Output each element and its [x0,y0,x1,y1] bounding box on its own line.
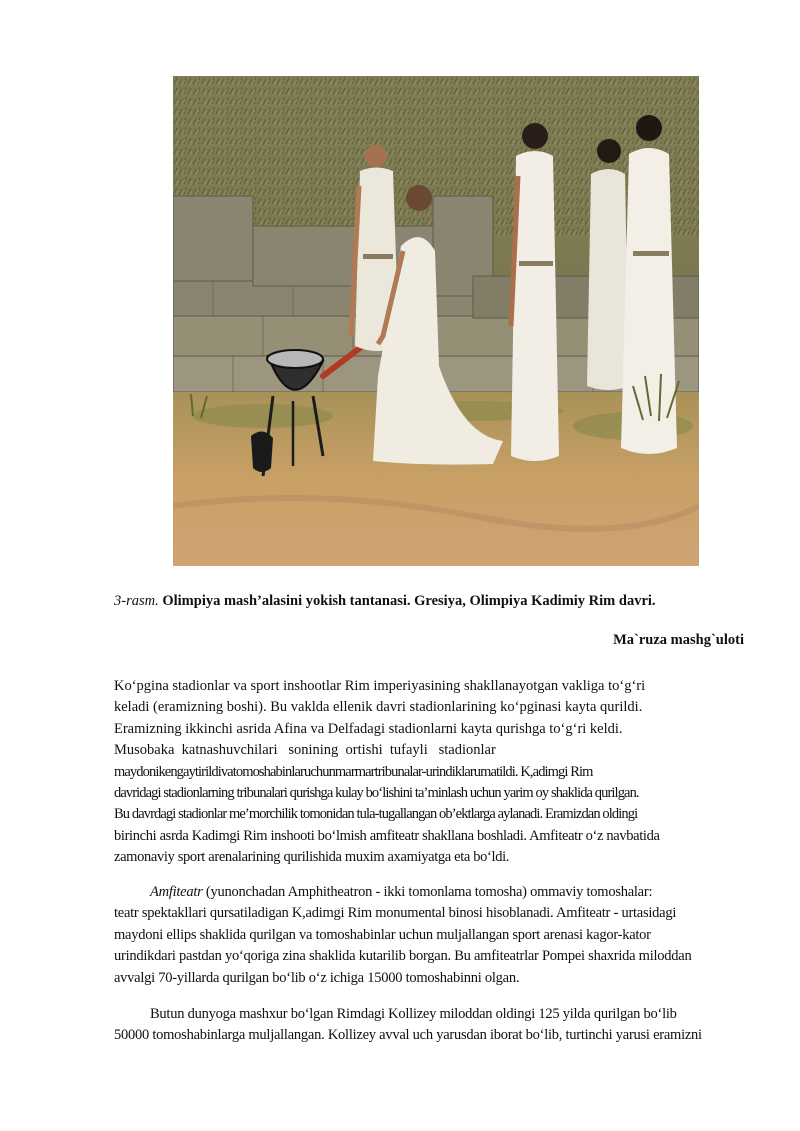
paragraph-3 [114,1004,742,1047]
paragraph-line: urindikdari pastdan yo‘qoriga zina shaklida kutarilib borgan. Bu amfiteatrlar Pompei shaxrida miloddan [114,948,692,965]
paragraph-line: zamonaviy sport arenalarining qurilishida muxim axamiyatga eta bo‘ldi. [114,849,510,866]
olympic-flame-photo [173,76,699,566]
paragraph-line: keladi (eramizning boshi). Bu vaklda ellenik davri stadionlarining ko‘pginasi kayta qurildi. [114,699,643,716]
paragraph-line: Bu davrdagi stadionlar me’morchilik tomonidan tula-tugallangan ob’ektlarga aylanadi. Eramizdan oldingi [114,806,638,823]
paragraph-line: Butun dunyoga mashxur bo‘lgan Rimdagi Kollizey miloddan oldingi 125 yilda qurilgan bo‘lib [150,1006,677,1022]
paragraph-line: maydoni ellips shaklida qurilgan va tomoshabinlar uchun muljallangan sport arenasi kagor-kator [114,926,651,943]
paragraph-line: (yunonchadan Amphitheatron - ikki tomonlama tomosha) ommaviy tomoshalar: [202,884,653,900]
paragraph-term: Amfiteatr [150,884,203,900]
paragraph-line: Ko‘pgina stadionlar va sport inshootlar Rim imperiyasining shakllanayotgan vakliga to‘g‘ri [114,678,646,694]
paragraph-line: davridagi stadionlarning tribunalari qurishga kulay bo‘lishini ta’minlash uchun yarim oy shaklida qurilgan. [114,785,639,802]
figure-title: Olimpiya mash’alasini yokish tantanasi. Gresiya, Olimpiya Kadimiy Rim davri. [162,593,656,609]
figure-number: 3-rasm. [114,593,159,609]
paragraph-1 [114,676,742,869]
paragraph-line: 50000 tomoshabinlarga muljallangan. Kollizey avval uch yarusdan iborat bo‘lib, turtinchi yarusi eramizni [114,1027,702,1044]
paragraph-line: maydonikengaytirildivatomoshabinlaruchunmarmartribunalar-urindiklarumatildi. K,adimgi Rim [114,763,593,780]
figure-caption [114,590,754,612]
paragraph-line: birinchi asrda Kadimgi Rim inshooti bo‘lmish amfiteatr shakllana boshladi. Amfiteatr o‘z navbatida [114,827,660,844]
paragraph-line: Musobaka katnashuvchilari sonining ortishi tufayli stadionlar [114,742,496,759]
paragraph-line: avvalgi 70-yillarda qurilgan bo‘lib o‘z ichiga 15000 tomoshabinni olgan. [114,969,520,986]
paragraph-2 [114,882,742,989]
section-heading: Ma`ruza mashg`uloti [613,632,744,648]
paragraph-line: Eramizning ikkinchi asrida Afina va Delfadagi stadionlarni kayta qurishga to‘g‘ri keldi. [114,720,623,737]
paragraph-line: teatr spektakllari qursatiladigan K,adimgi Rim monumental binosi hisoblanadi. Amfiteatr - urtasidagi [114,905,677,922]
